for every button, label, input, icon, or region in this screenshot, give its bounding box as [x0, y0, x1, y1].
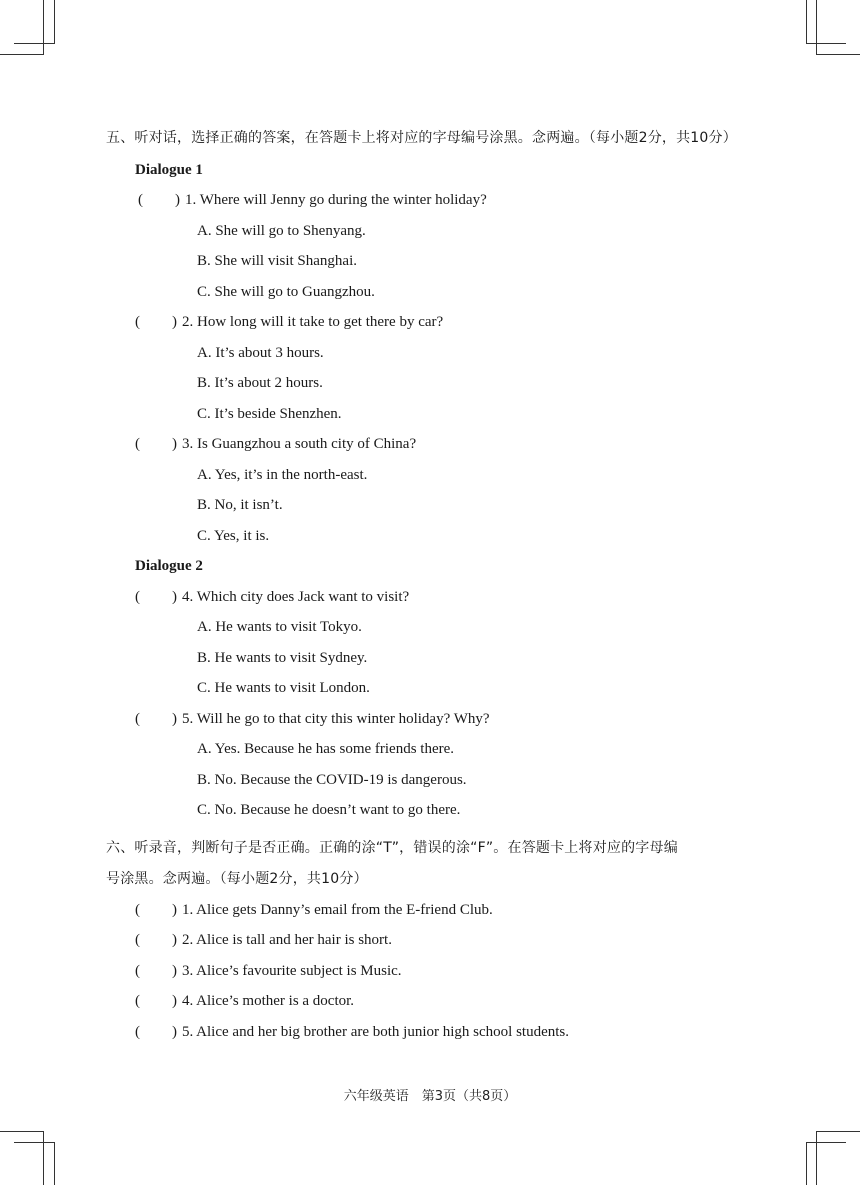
statement-text: 3. Alice’s favourite subject is Music. — [182, 963, 402, 979]
answer-paren-close: ) — [172, 963, 177, 979]
section5-title: 五、听对话，选择正确的答案，在答题卡上将对应的字母编号涂黑。念两遍。（每小题2分，共10分） — [106, 130, 737, 146]
answer-paren-open: ( — [135, 314, 140, 330]
answer-paren-open: ( — [135, 902, 140, 918]
option-c: C. No. Because he doesn’t want to go there. — [197, 802, 461, 818]
option-b: B. No, it isn’t. — [197, 497, 283, 513]
option-a: A. Yes. Because he has some friends there. — [197, 741, 455, 757]
statement-text: 4. Alice’s mother is a doctor. — [182, 993, 355, 1009]
answer-paren-open: ( — [135, 1024, 140, 1040]
section6-title-line1: 六、听录音，判断句子是否正确。正确的涂“T”，错误的涂“F”。在答题卡上将对应的字母编 — [106, 840, 678, 856]
answer-paren-open: ( — [135, 436, 140, 452]
option-c: C. He wants to visit London. — [197, 680, 370, 696]
question-text: 3. Is Guangzhou a south city of China? — [182, 436, 417, 452]
statement-text: 1. Alice gets Danny’s email from the E-friend Club. — [182, 902, 493, 918]
dialogue2-heading: Dialogue 2 — [135, 558, 203, 574]
answer-paren-open: ( — [135, 711, 140, 727]
answer-paren-open: ( — [135, 993, 140, 1009]
option-b: B. No. Because the COVID-19 is dangerous. — [197, 772, 467, 788]
page-footer: 六年级英语 第3页（共8页） — [343, 1089, 517, 1104]
option-c: C. It’s beside Shenzhen. — [197, 406, 342, 422]
statement-text: 5. Alice and her big brother are both junior high school students. — [182, 1024, 570, 1040]
answer-paren-close: ) — [172, 993, 177, 1009]
answer-paren-open: ( — [135, 932, 140, 948]
statement-text: 2. Alice is tall and her hair is short. — [182, 932, 392, 948]
answer-paren-close: ) — [172, 932, 177, 948]
dialogue1-heading: Dialogue 1 — [135, 162, 203, 178]
answer-paren-close: ) — [172, 1024, 177, 1040]
question-text: 1. Where will Jenny go during the winter holiday? — [185, 192, 487, 208]
option-b: B. It’s about 2 hours. — [197, 375, 323, 391]
answer-paren-close: ) — [172, 436, 177, 452]
answer-paren-close: ) — [172, 314, 177, 330]
option-a: A. She will go to Shenyang. — [197, 223, 366, 239]
option-a: A. It’s about 3 hours. — [197, 345, 324, 361]
answer-paren-close: ) — [175, 192, 180, 208]
answer-paren-close: ) — [172, 902, 177, 918]
question-text: 5. Will he go to that city this winter holiday? Why? — [182, 711, 490, 727]
answer-paren-open: ( — [138, 192, 143, 208]
answer-paren-open: ( — [135, 589, 140, 605]
option-b: B. He wants to visit Sydney. — [197, 650, 368, 666]
section6-title-line2: 号涂黑。念两遍。（每小题2分，共10分） — [106, 871, 368, 887]
question-text: 2. How long will it take to get there by car? — [182, 314, 444, 330]
question-text: 4. Which city does Jack want to visit? — [182, 589, 410, 605]
answer-paren-open: ( — [135, 963, 140, 979]
answer-paren-close: ) — [172, 589, 177, 605]
option-a: A. He wants to visit Tokyo. — [197, 619, 362, 635]
option-b: B. She will visit Shanghai. — [197, 253, 358, 269]
option-c: C. Yes, it is. — [197, 528, 270, 544]
answer-paren-close: ) — [172, 711, 177, 727]
option-c: C. She will go to Guangzhou. — [197, 284, 375, 300]
option-a: A. Yes, it’s in the north-east. — [197, 467, 368, 483]
